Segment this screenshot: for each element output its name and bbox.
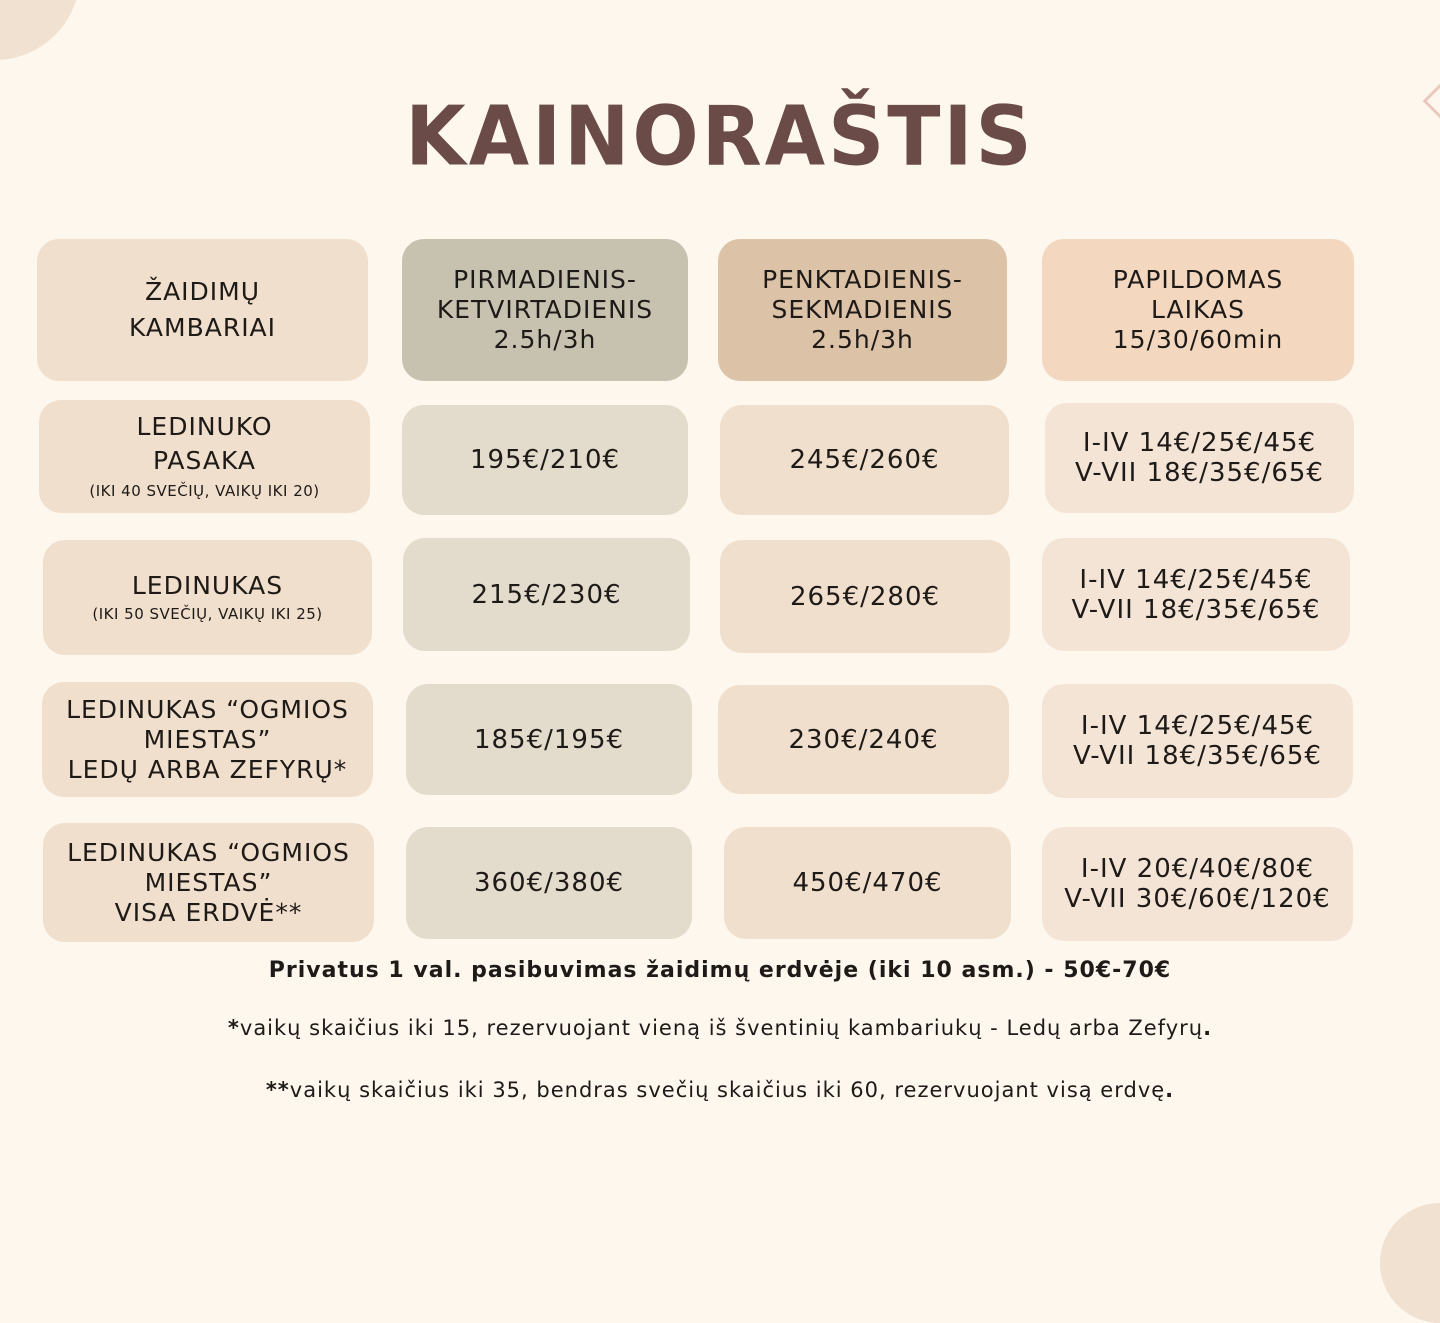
row-3-weekdays-value: 185€/195€ [473,724,625,755]
row-3-extra-price [1042,684,1353,798]
header-extra-line2: LAIKAS [1151,295,1245,324]
row-1-weekdays-value: 195€/210€ [469,445,621,475]
row-2-extra-line1: I-IV 14€/25€/45€ [1079,564,1313,595]
decorative-circle-bottom-right [1380,1203,1440,1323]
row-3-room-line1: LEDINUKAS “OGMIOS [66,694,349,724]
row-4-room-line3: VISA ERDVĖ** [114,897,303,927]
row-4-weekend-price [724,827,1011,939]
row-1-extra-line1: I-IV 14€/25€/45€ [1082,428,1317,458]
row-3-room-line2: MIESTAS” [143,724,272,754]
row-2-extra-price [1042,538,1350,651]
header-weekend-line2: SEKMADIENIS [771,295,954,324]
header-extra-line1: PAPILDOMAS [1112,265,1284,294]
row-1-extra-line2: V-VII 18€/35€/65€ [1075,458,1324,488]
header-weekdays [402,239,688,381]
row-2-extra-line2: V-VII 18€/35€/65€ [1071,594,1321,625]
row-2-room [43,540,372,655]
header-weekend [718,239,1007,381]
header-extra-time [1042,239,1354,381]
row-2-weekend-price [720,540,1010,653]
page-title: KAINORAŠTIS [405,89,1035,185]
row-3-room-line3: LEDŲ ARBA ZEFYRŲ* [67,754,348,784]
footnote-2 [0,1078,1440,1102]
row-2-room-note: (IKI 50 SVEČIŲ, VAIKŲ IKI 25) [92,604,323,623]
footnote-2-end: . [1165,1078,1175,1102]
row-1-weekend-price [720,405,1009,515]
row-3-weekdays-price [406,684,692,795]
row-4-weekdays-price [406,827,692,939]
row-3-weekend-value: 230€/240€ [788,724,939,755]
row-4-room-line1: LEDINUKAS “OGMIOS [67,837,350,867]
header-rooms [37,239,368,381]
row-1-weekend-value: 245€/260€ [789,445,940,475]
row-3-room [42,682,373,797]
row-4-room-line2: MIESTAS” [144,867,273,897]
header-extra-line3: 15/30/60min [1112,325,1284,354]
row-4-room [43,823,374,942]
row-2-weekdays-value: 215€/230€ [471,579,622,610]
header-rooms-line1: ŽAIDIMŲ [144,277,261,306]
header-weekdays-line2: KETVIRTADIENIS [436,295,654,324]
row-1-room [39,400,370,513]
footnote-2-text: vaikų skaičius iki 35, bendras svečių skaičius iki 60, rezervuojant visą erdvę [289,1078,1166,1102]
header-weekdays-line3: 2.5h/3h [493,325,597,354]
row-4-weekend-value: 450€/470€ [792,868,943,898]
row-3-extra-line1: I-IV 14€/25€/45€ [1080,711,1315,741]
row-4-extra-line2: V-VII 30€/60€/120€ [1064,884,1331,914]
decorative-circle-top-left [0,0,80,60]
footnote-1 [0,1016,1440,1040]
row-1-room-line2: PASAKA [152,445,257,475]
footnote-1-end: . [1203,1016,1213,1040]
row-1-weekdays-price [402,405,688,515]
header-weekdays-line1: PIRMADIENIS- [453,265,637,294]
row-2-weekdays-price [403,538,690,651]
footnote-2-mark: ** [265,1078,290,1102]
row-1-extra-price [1045,403,1354,513]
row-2-weekend-value: 265€/280€ [789,581,941,612]
row-1-room-note: (IKI 40 SVEČIŲ, VAIKŲ IKI 20) [89,481,320,500]
header-rooms-line2: KAMBARIAI [128,313,277,342]
footnote-1-mark: * [227,1016,240,1040]
footnote-1-text: vaikų skaičius iki 15, rezervuojant vieną iš šventinių kambariukų - Ledų arba Zefyrų [239,1016,1204,1040]
row-3-weekend-price [718,685,1009,794]
row-3-extra-line2: V-VII 18€/35€/65€ [1073,741,1322,771]
row-4-extra-line1: I-IV 20€/40€/80€ [1080,854,1315,884]
row-2-room-line1: LEDINUKAS [131,570,284,600]
private-party-note: Privatus 1 val. pasibuvimas žaidimų erdvėje (iki 10 asm.) - 50€-70€ [268,958,1172,983]
row-4-extra-price [1042,827,1353,941]
header-weekend-line1: PENKTADIENIS- [762,265,963,294]
row-1-room-line1: LEDINUKO [136,411,273,441]
header-weekend-line3: 2.5h/3h [811,325,914,354]
row-4-weekdays-value: 360€/380€ [473,868,625,898]
